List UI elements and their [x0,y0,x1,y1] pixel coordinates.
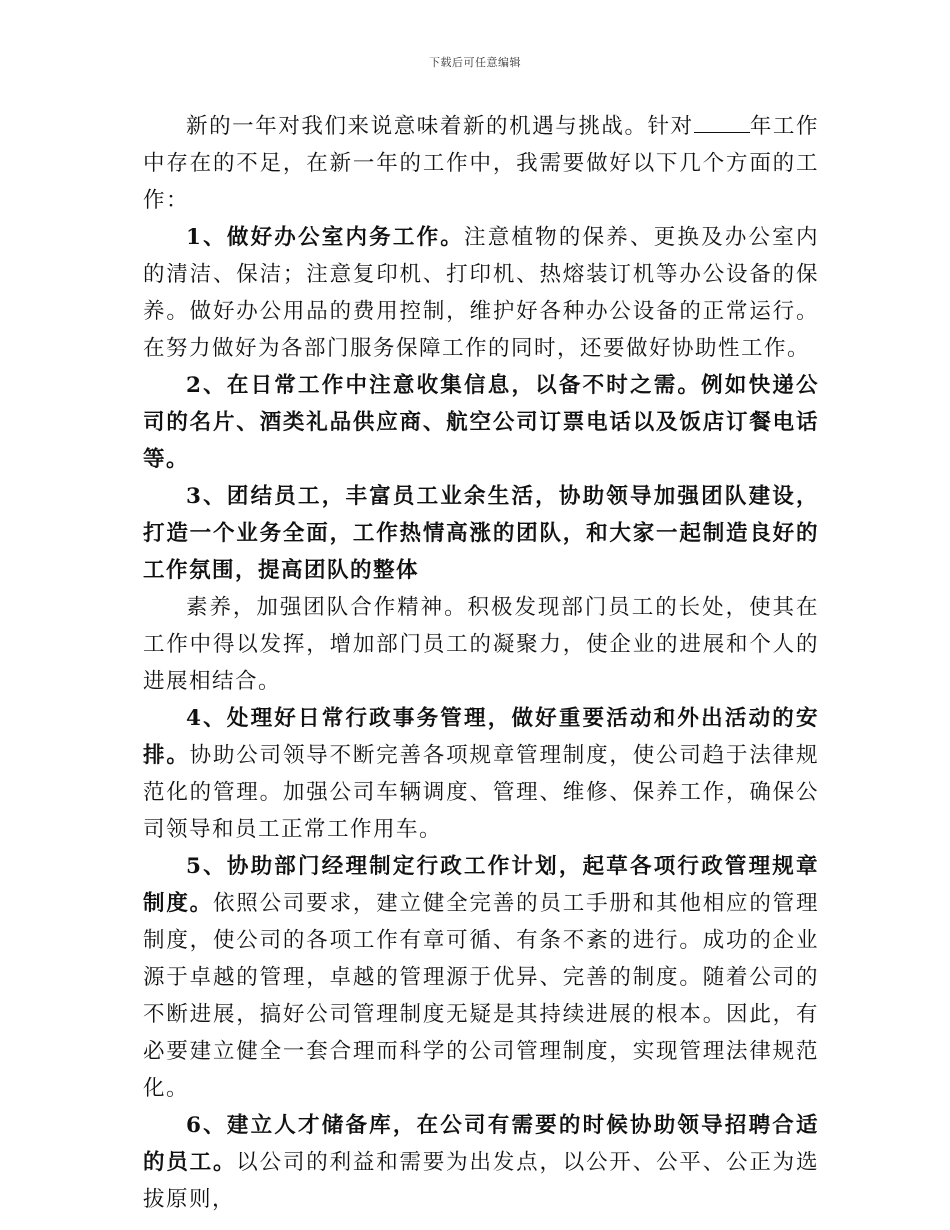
item-3-continuation [143,589,819,700]
item-5-body: 依照公司要求，建立健全完善的员工手册和其他相应的管理制度，使公司的各项工作有章可循、有条不紊的进行。成功的企业源于卓越的管理，卓越的管理源于优异、完善的制度。随着公司的不断进展，搞好公司管理制度无疑是其持续进展的根本。因此，有必要建立健全一套合理而科学的公司管理制度，实现管理法律规范化。 [143,891,819,1101]
item-5-paragraph [143,848,819,1107]
item-2-heading: 2、在日常工作中注意收集信息，以备不时之需。例如快递公司的名片、酒类礼品供应商、航空公司订票电话以及饭店订餐电话等。 [143,373,819,472]
intro-text-after: 年工作中存在的不足，在新一年的工作中，我需要做好以下几个方面的工作： [143,114,819,213]
fill-in-blank [694,114,750,133]
item-6-body: 以公司的利益和需要为出发点，以公开、公平、公正为选拔原则， [143,1150,819,1212]
item-1-body: 注意植物的保养、更换及办公室内的清洁、保洁；注意复印机、打印机、热熔装订机等办公设备的保养。做好办公用品的费用控制，维护好各种办公设备的正常运行。在努力做好为各部门服务保障工作的同时，还要做好协助性工作。 [143,225,819,361]
item-1-heading: 1、做好办公室内务工作。 [186,225,465,250]
item-3-paragraph [143,478,819,589]
item-5-heading: 5、协助部门经理制定行政工作计划，起草各项行政管理规章制度。 [143,854,819,916]
item-1-paragraph [143,219,819,367]
document-body [143,108,819,1218]
item-2-paragraph [143,367,819,478]
item-4-body: 协助公司领导不断完善各项规章管理制度，使公司趋于法律规范化的管理。加强公司车辆调度、管理、维修、保养工作，确保公司领导和员工正常工作用车。 [143,743,819,842]
intro-text-before: 新的一年对我们来说意味着新的机遇与挑战。针对 [186,114,694,139]
item-3-heading: 3、团结员工，丰富员工业余生活，协助领导加强团队建设，打造一个业务全面，工作热情高涨的团队，和大家一起制造良好的工作氛围，提高团队的整体 [143,484,819,583]
intro-paragraph [143,108,819,219]
item-4-paragraph [143,700,819,848]
page-header-note: 下载后可任意编辑 [429,56,521,69]
item-3-body: 素养，加强团队合作精神。积极发现部门员工的长处，使其在工作中得以发挥，增加部门员工的凝聚力，使企业的进展和个人的进展相结合。 [143,595,819,694]
item-4-heading: 4、处理好日常行政事务管理，做好重要活动和外出活动的安排。 [143,706,819,768]
item-6-paragraph [143,1107,819,1218]
item-6-heading: 6、建立人才储备库，在公司有需要的时候协助领导招聘合适的员工。 [143,1113,819,1175]
